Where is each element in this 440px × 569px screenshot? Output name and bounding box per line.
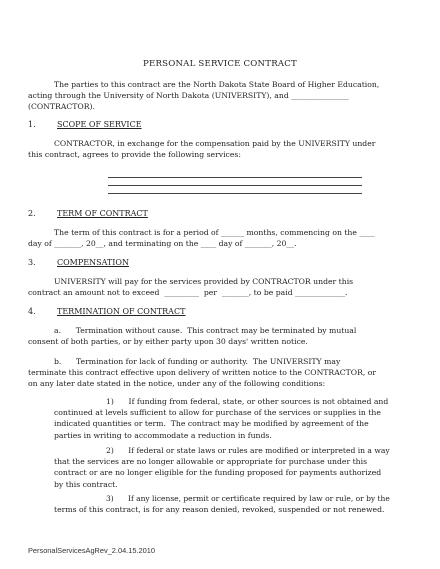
condition-2-line: contract or are no longer eligible for the funding proposed for payments authorized <box>54 468 382 478</box>
section-number: 4. <box>28 307 36 316</box>
section-title: COMPENSATION <box>57 258 129 267</box>
condition-3-line: terms of this contract, is for any reason denied, revoked, suspended or not renewed. <box>54 505 385 515</box>
clause-b-line: terminate this contract effective upon delivery of written notice to the CONTRACTOR, or <box>28 368 377 378</box>
section-number: 3. <box>28 258 36 267</box>
condition-2-line: 2) If federal or state laws or rules are modified or interpreted in a way <box>106 446 390 455</box>
section-number: 1. <box>28 120 36 129</box>
condition-3-line: 3) If any license, permit or certificate required by law or rule, or by the <box>106 494 390 503</box>
services-blank-line <box>108 185 362 186</box>
condition-2-line: that the services are no longer allowable or appropriate for purchase under this <box>54 457 368 467</box>
condition-2-paragraph <box>54 445 390 490</box>
intro-line: The parties to this contract are the North Dakota State Board of Higher Education, <box>54 80 380 89</box>
condition-1-paragraph <box>54 396 390 441</box>
footer-revision-label: PersonalServicesAgRev_2.04.15.2010 <box>28 546 155 555</box>
term-paragraph <box>28 227 390 249</box>
condition-3-paragraph <box>54 493 390 515</box>
condition-1-line: parties in writing to accommodate a reduction in funds. <box>54 430 272 440</box>
intro-line: acting through the University of North Dakota (UNIVERSITY), and _______________ <box>28 91 349 101</box>
scope-line: this contract, agrees to provide the following services: <box>28 150 241 160</box>
document-title: PERSONAL SERVICE CONTRACT <box>143 59 297 69</box>
section-title: TERM OF CONTRACT <box>57 209 148 218</box>
term-line: The term of this contract is for a period of ______ months, commencing on the ____ <box>54 228 375 237</box>
clause-a-line: consent of both parties, or by either party upon 30 days' written notice. <box>28 337 308 347</box>
condition-1-line: 1) If funding from federal, state, or other sources is not obtained and <box>106 397 389 406</box>
compensation-line: contract an amount not to exceed _________ per _______, to be paid _____________. <box>28 288 348 298</box>
clause-a-line: a. Termination without cause. This contract may be terminated by mutual <box>54 326 357 335</box>
services-blank-line <box>108 193 362 194</box>
clause-b-line: on any later date stated in the notice, under any of the following conditions: <box>28 379 326 389</box>
section-title: TERMINATION OF CONTRACT <box>57 307 186 316</box>
clause-b-paragraph <box>28 356 390 390</box>
clause-a-paragraph <box>28 325 390 347</box>
scope-line: CONTRACTOR, in exchange for the compensation paid by the UNIVERSITY under <box>54 139 376 148</box>
compensation-line: UNIVERSITY will pay for the services provided by CONTRACTOR under this <box>54 277 354 286</box>
section-number: 2. <box>28 209 36 218</box>
intro-paragraph <box>28 79 390 113</box>
condition-1-line: indicated quantities or term. The contract may be modified by agreement of the <box>54 419 369 429</box>
section-title: SCOPE OF SERVICE <box>57 120 142 129</box>
scope-paragraph <box>28 138 390 160</box>
clause-b-line: b. Termination for lack of funding or authority. The UNIVERSITY may <box>54 357 341 366</box>
condition-2-line: by this contract. <box>54 479 118 489</box>
compensation-paragraph <box>28 276 390 298</box>
services-blank-line <box>108 177 362 178</box>
term-line: day of _______, 20__, and terminating on the ____ day of _______, 20__. <box>28 239 297 249</box>
condition-1-line: continued at levels sufficient to allow for purchase of the services or supplies in the <box>54 408 381 418</box>
intro-line: (CONTRACTOR). <box>28 102 95 112</box>
